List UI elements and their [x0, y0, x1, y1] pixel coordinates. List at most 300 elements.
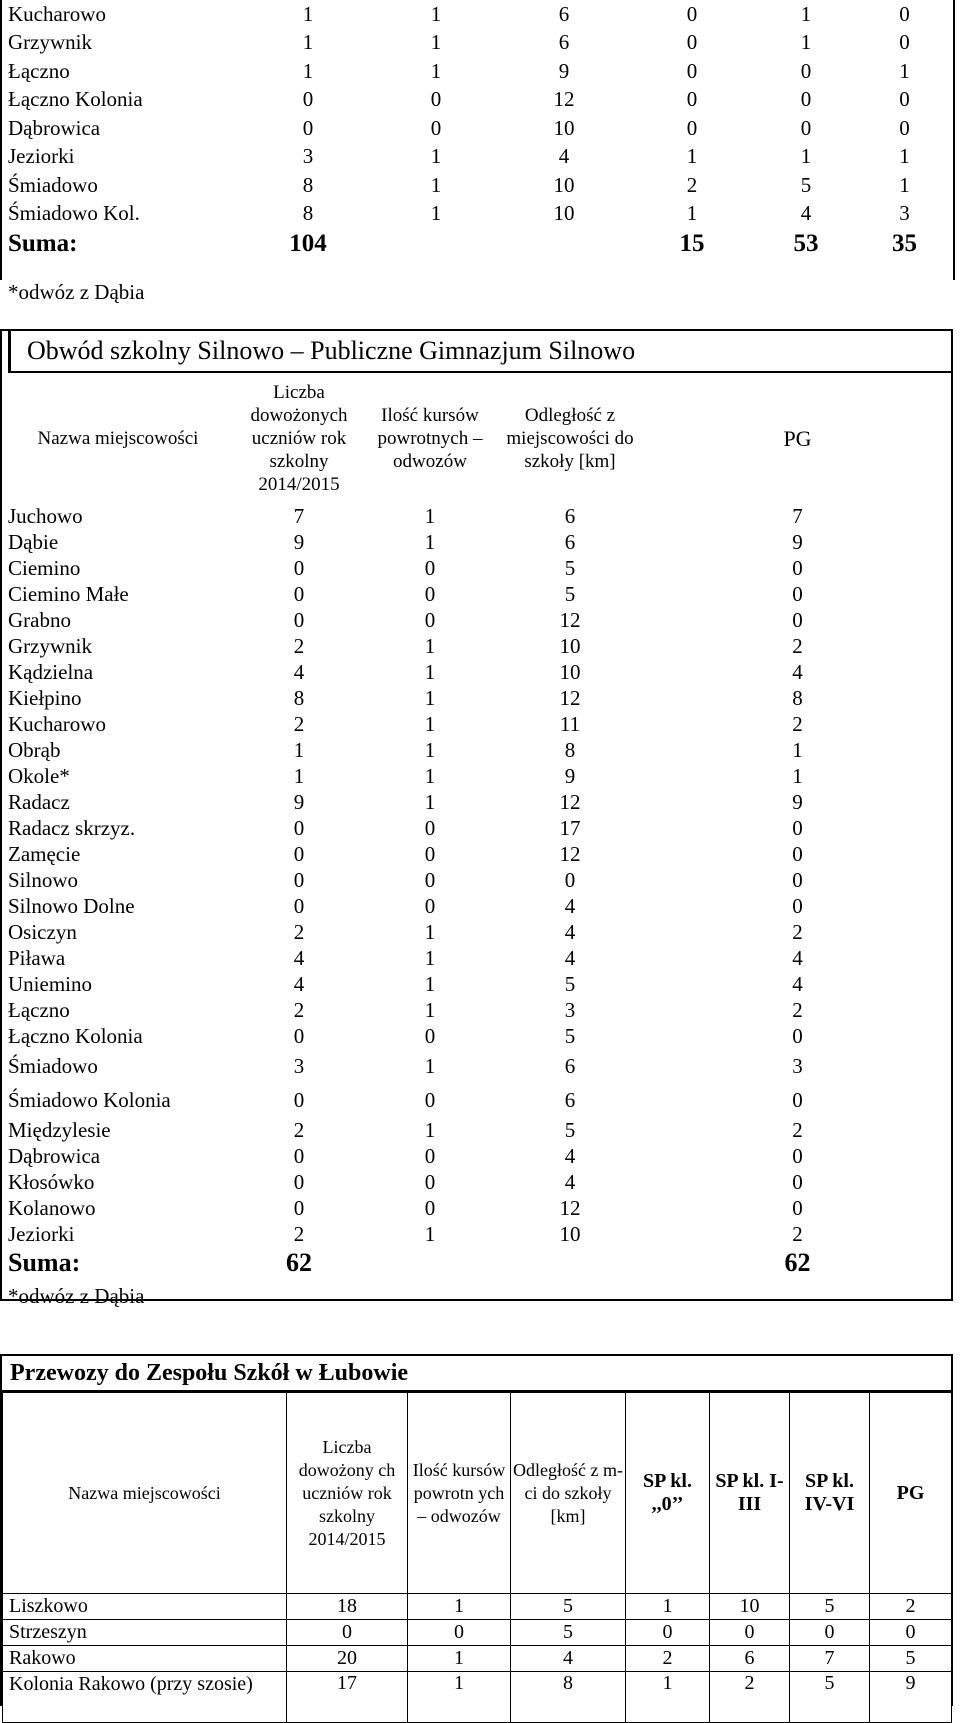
table-row — [2, 919, 951, 945]
value-cell: 8 — [511, 1672, 626, 1723]
value-cell: 0 — [686, 58, 698, 83]
value-cell: 0 — [293, 555, 305, 580]
place-name-cell: Dąbrowica — [8, 115, 101, 140]
place-name-cell: Ciemino — [8, 555, 81, 580]
place-name-cell: Śmiadowo Kol. — [8, 201, 140, 226]
value-cell: 10 — [553, 201, 575, 226]
table-row — [2, 633, 951, 659]
place-name-cell: Jeziorki — [8, 144, 75, 169]
value-cell: 0 — [686, 87, 698, 112]
place-name-cell: Dąbrowica — [8, 1143, 101, 1168]
table-row — [2, 555, 951, 581]
value-cell: 4 — [792, 971, 803, 996]
table-row — [2, 0, 953, 29]
value-cell: 1 — [293, 763, 305, 788]
value-cell: 0 — [424, 1195, 436, 1220]
value-cell: 2 — [293, 997, 305, 1022]
place-name-cell: Łączno Kolonia — [8, 87, 143, 112]
table-row — [2, 945, 951, 971]
value-cell: 1 — [424, 919, 436, 944]
value-cell: 1 — [408, 1646, 511, 1672]
place-name-cell: Kiełpino — [8, 685, 82, 710]
value-cell: 0 — [792, 555, 803, 580]
value-cell: 20 — [287, 1646, 408, 1672]
value-cell: 10 — [559, 633, 581, 658]
value-cell: 9 — [293, 789, 305, 814]
table-row — [2, 711, 951, 737]
value-cell: 0 — [293, 815, 305, 840]
value-cell: 0 — [424, 555, 436, 580]
value-cell: 12 — [559, 841, 581, 866]
value-cell: 0 — [430, 87, 442, 112]
value-cell: 0 — [800, 58, 812, 83]
value-cell: 5 — [870, 1646, 952, 1672]
value-cell: 0 — [293, 1023, 305, 1048]
value-cell: 0 — [424, 581, 436, 606]
value-cell: 0 — [792, 1195, 803, 1220]
value-cell: 0 — [424, 867, 436, 892]
value-cell: 0 — [686, 30, 698, 55]
table-row — [2, 815, 951, 841]
place-name-cell: Jeziorki — [8, 1221, 75, 1246]
header-return-trips: Ilość kursów powrotnych – odwozów — [377, 404, 483, 472]
value-cell: 1 — [424, 633, 436, 658]
table-row — [2, 171, 953, 200]
value-cell: 4 — [564, 893, 576, 918]
value-cell: 9 — [870, 1672, 952, 1723]
value-cell: 8 — [293, 685, 305, 710]
place-name-cell: Kądzielna — [8, 659, 94, 684]
value-cell: 0 — [792, 815, 803, 840]
value-cell: 8 — [792, 685, 803, 710]
place-name-cell: Łączno Kolonia — [8, 1023, 143, 1048]
value-cell: 0 — [686, 115, 698, 140]
value-cell: 0 — [287, 1620, 408, 1646]
value-cell: 4 — [293, 971, 305, 996]
table-row — [2, 1023, 951, 1049]
table-row — [2, 581, 951, 607]
value-cell: 0 — [790, 1620, 870, 1646]
header-sp-kl-4-6: SP kl. IV-VI — [790, 1393, 870, 1594]
value-cell: 10 — [553, 115, 575, 140]
value-cell: 8 — [302, 201, 314, 226]
value-cell: 1 — [424, 997, 436, 1022]
value-cell: 1 — [424, 685, 436, 710]
value-cell: 0 — [424, 1169, 436, 1194]
table-row — [2, 893, 951, 919]
value-cell: 9 — [558, 58, 570, 83]
table-row — [2, 114, 953, 143]
place-name-cell: Radacz skrzyz. — [8, 815, 136, 840]
table-row — [2, 607, 951, 633]
value-cell: 12 — [559, 1195, 581, 1220]
sum-value: 15 — [679, 230, 705, 257]
place-name-cell: Międzylesie — [8, 1117, 111, 1142]
place-name-cell: Grzywnik — [8, 30, 92, 55]
place-name-cell: Uniemino — [8, 971, 92, 996]
sum-label: Suma: — [8, 1248, 81, 1277]
value-cell: 1 — [430, 201, 442, 226]
value-cell: 5 — [511, 1594, 626, 1620]
place-name-cell: Strzeszyn — [3, 1620, 287, 1646]
value-cell: 0 — [424, 1023, 436, 1048]
sum-label: Suma: — [8, 230, 78, 257]
section1-table-container — [0, 0, 955, 280]
place-name-cell: Silnowo Dolne — [8, 893, 135, 918]
place-name-cell: Obrąb — [8, 737, 61, 762]
value-cell: 1 — [430, 58, 442, 83]
value-cell: 1 — [424, 1053, 436, 1078]
value-cell: 0 — [424, 607, 436, 632]
table-row — [2, 86, 953, 115]
table-row — [2, 841, 951, 867]
sum-value: 62 — [286, 1248, 312, 1277]
table-row — [2, 1049, 951, 1083]
section3-header-row — [3, 1393, 952, 1594]
value-cell: 5 — [790, 1672, 870, 1723]
value-cell: 0 — [870, 1620, 952, 1646]
value-cell: 10 — [559, 1221, 581, 1246]
table-row — [2, 763, 951, 789]
value-cell: 0 — [710, 1620, 790, 1646]
section1-table — [2, 0, 953, 260]
value-cell: 1 — [430, 30, 442, 55]
sum-row — [2, 228, 953, 260]
value-cell: 4 — [564, 1143, 576, 1168]
table-row — [3, 1594, 952, 1620]
value-cell: 6 — [564, 529, 576, 554]
table-row — [2, 503, 951, 529]
value-cell: 0 — [424, 1143, 436, 1168]
value-cell: 1 — [424, 659, 436, 684]
value-cell: 1 — [626, 1594, 710, 1620]
value-cell: 1 — [430, 172, 442, 197]
value-cell: 5 — [800, 172, 812, 197]
value-cell: 1 — [899, 172, 910, 197]
place-name-cell: Dąbie — [8, 529, 59, 554]
value-cell: 0 — [686, 1, 698, 26]
header-pupils-count: Liczba dowożonych uczniów rok szkolny 2014/2015 — [250, 381, 348, 495]
value-cell: 1 — [424, 737, 436, 762]
sum-value: 53 — [793, 230, 819, 257]
value-cell: 12 — [559, 607, 581, 632]
sum-row — [2, 1247, 951, 1279]
value-cell: 2 — [293, 1117, 305, 1142]
value-cell: 1 — [424, 1117, 436, 1142]
value-cell: 1 — [899, 144, 910, 169]
value-cell: 1 — [424, 789, 436, 814]
value-cell: 4 — [800, 201, 812, 226]
value-cell: 8 — [302, 172, 314, 197]
value-cell: 0 — [430, 115, 442, 140]
value-cell: 2 — [710, 1672, 790, 1723]
value-cell: 1 — [424, 763, 436, 788]
value-cell: 2 — [792, 633, 803, 658]
value-cell: 0 — [792, 893, 803, 918]
value-cell: 3 — [293, 1053, 305, 1078]
value-cell: 6 — [558, 1, 570, 26]
value-cell: 7 — [792, 503, 803, 528]
value-cell: 0 — [792, 1143, 803, 1168]
table-row — [2, 57, 953, 86]
value-cell: 0 — [293, 867, 305, 892]
table-row — [2, 1083, 951, 1117]
value-cell: 1 — [302, 30, 314, 55]
value-cell: 0 — [792, 581, 803, 606]
table-row — [2, 29, 953, 58]
value-cell: 0 — [424, 841, 436, 866]
value-cell: 0 — [792, 1087, 803, 1112]
value-cell: 1 — [302, 58, 314, 83]
value-cell: 11 — [559, 711, 581, 736]
value-cell: 4 — [293, 659, 305, 684]
value-cell: 1 — [430, 1, 442, 26]
sum-value: 35 — [892, 230, 917, 257]
place-name-cell: Śmiadowo — [8, 1053, 98, 1078]
header-place-name: Nazwa miejscowości — [37, 427, 199, 449]
value-cell: 1 — [686, 144, 698, 169]
table-row — [2, 1117, 951, 1143]
value-cell: 3 — [302, 144, 314, 169]
value-cell: 0 — [424, 815, 436, 840]
value-cell: 18 — [287, 1594, 408, 1620]
value-cell: 0 — [800, 115, 812, 140]
place-name-cell: Grabno — [8, 607, 71, 632]
value-cell: 1 — [686, 201, 698, 226]
value-cell: 1 — [408, 1594, 511, 1620]
value-cell: 4 — [558, 144, 570, 169]
value-cell: 2 — [293, 633, 305, 658]
value-cell: 0 — [293, 1195, 305, 1220]
place-name-cell: Osiczyn — [8, 919, 77, 944]
value-cell: 1 — [800, 1, 812, 26]
place-name-cell: Śmiadowo — [8, 172, 98, 197]
value-cell: 1 — [302, 1, 314, 26]
value-cell: 0 — [293, 1169, 305, 1194]
value-cell: 0 — [293, 1087, 305, 1112]
value-cell: 0 — [792, 1169, 803, 1194]
table-row — [2, 789, 951, 815]
value-cell: 1 — [424, 529, 436, 554]
value-cell: 0 — [293, 893, 305, 918]
place-name-cell: Zamęcie — [8, 841, 81, 866]
value-cell: 0 — [626, 1620, 710, 1646]
section3-table-container — [0, 1354, 953, 1706]
value-cell: 6 — [710, 1646, 790, 1672]
value-cell: 1 — [408, 1672, 511, 1723]
value-cell: 17 — [287, 1672, 408, 1723]
place-name-cell: Kolanowo — [8, 1195, 96, 1220]
value-cell: 0 — [899, 30, 910, 55]
place-name-cell: Silnowo — [8, 867, 79, 892]
value-cell: 0 — [792, 607, 803, 632]
header-distance: Odległość z miejscowości do szkoły [km] — [506, 404, 634, 472]
section2-header-row — [2, 373, 951, 503]
header-pg: PG — [783, 425, 812, 451]
value-cell: 3 — [792, 1053, 803, 1078]
value-cell: 6 — [558, 30, 570, 55]
value-cell: 9 — [792, 529, 803, 554]
place-name-cell: Kucharowo — [8, 711, 106, 736]
value-cell: 1 — [424, 711, 436, 736]
value-cell: 0 — [899, 1, 910, 26]
value-cell: 6 — [564, 1053, 576, 1078]
place-name-cell: Grzywnik — [8, 633, 92, 658]
place-name-cell: Kucharowo — [8, 1, 106, 26]
table-row — [2, 1143, 951, 1169]
header-pupils-count: Liczba dowożony ch uczniów rok szkolny 2014/2015 — [287, 1393, 408, 1594]
place-name-cell: Łączno — [8, 997, 70, 1022]
value-cell: 9 — [792, 789, 803, 814]
value-cell: 12 — [559, 685, 581, 710]
value-cell: 2 — [626, 1646, 710, 1672]
table-row — [3, 1646, 952, 1672]
place-name-cell: Radacz — [8, 789, 70, 814]
value-cell: 0 — [424, 1087, 436, 1112]
value-cell: 2 — [293, 919, 305, 944]
table-row — [2, 971, 951, 997]
value-cell: 1 — [800, 30, 812, 55]
value-cell: 2 — [792, 711, 803, 736]
table-row — [3, 1620, 952, 1646]
place-name-cell: Rakowo — [3, 1646, 287, 1672]
place-name-cell: Juchowo — [8, 503, 83, 528]
value-cell: 2 — [792, 1221, 803, 1246]
value-cell: 4 — [293, 945, 305, 970]
value-cell: 6 — [564, 1087, 576, 1112]
value-cell: 0 — [792, 867, 803, 892]
value-cell: 4 — [564, 919, 576, 944]
value-cell: 2 — [293, 711, 305, 736]
value-cell: 4 — [792, 659, 803, 684]
value-cell: 1 — [899, 58, 910, 83]
value-cell: 12 — [559, 789, 581, 814]
value-cell: 3 — [899, 201, 910, 226]
value-cell: 2 — [792, 997, 803, 1022]
value-cell: 0 — [800, 87, 812, 112]
header-return-trips: Ilość kursów powrotn ych – odwozów — [408, 1393, 511, 1594]
place-name-cell: Ciemino Małe — [8, 581, 129, 606]
section1-footnote: *odwóz z Dąbia — [8, 280, 145, 304]
value-cell: 1 — [430, 144, 442, 169]
value-cell: 1 — [424, 945, 436, 970]
value-cell: 5 — [564, 555, 576, 580]
value-cell: 9 — [564, 763, 576, 788]
value-cell: 9 — [293, 529, 305, 554]
value-cell: 0 — [302, 115, 314, 140]
value-cell: 5 — [564, 971, 576, 996]
table-row — [2, 1221, 951, 1247]
sum-value — [372, 228, 500, 260]
table-row — [2, 1195, 951, 1221]
value-cell: 17 — [559, 815, 581, 840]
value-cell: 6 — [564, 503, 576, 528]
table-row — [2, 737, 951, 763]
value-cell: 1 — [800, 144, 812, 169]
value-cell: 0 — [302, 87, 314, 112]
value-cell: 4 — [564, 1169, 576, 1194]
header-pg: PG — [870, 1393, 952, 1594]
place-name-cell: Kłosówko — [8, 1169, 95, 1194]
sum-value — [364, 1247, 496, 1279]
section2-title: Obwód szkolny Silnowo – Publiczne Gimnazjum Silnowo — [8, 331, 951, 373]
value-cell: 5 — [564, 1023, 576, 1048]
value-cell: 4 — [792, 945, 803, 970]
value-cell: 5 — [564, 581, 576, 606]
table-row — [2, 143, 953, 172]
value-cell: 10 — [710, 1594, 790, 1620]
value-cell: 0 — [408, 1620, 511, 1646]
value-cell: 0 — [564, 867, 576, 892]
value-cell: 4 — [511, 1646, 626, 1672]
section3-table — [2, 1392, 952, 1723]
value-cell: 0 — [899, 115, 910, 140]
value-cell: 1 — [424, 1221, 436, 1246]
value-cell: 0 — [792, 841, 803, 866]
value-cell: 0 — [293, 581, 305, 606]
value-cell: 3 — [564, 997, 576, 1022]
table-row — [2, 659, 951, 685]
value-cell: 2 — [792, 919, 803, 944]
table-row — [2, 1169, 951, 1195]
value-cell: 5 — [790, 1594, 870, 1620]
section2-table-container — [0, 329, 953, 1308]
sum-value: 104 — [289, 230, 327, 257]
value-cell: 1 — [293, 737, 305, 762]
value-cell: 0 — [792, 1023, 803, 1048]
value-cell: 0 — [424, 893, 436, 918]
section2-table — [2, 373, 951, 1279]
value-cell: 0 — [293, 841, 305, 866]
value-cell: 12 — [553, 87, 575, 112]
value-cell: 2 — [792, 1117, 803, 1142]
table-row — [2, 997, 951, 1023]
table-row — [3, 1672, 952, 1723]
place-name-cell: Kolonia Rakowo (przy szosie) — [3, 1672, 287, 1723]
place-name-cell: Łączno — [8, 58, 70, 83]
value-cell: 2 — [870, 1594, 952, 1620]
header-distance: Odległość z m-ci do szkoły [km] — [511, 1393, 626, 1594]
sum-value: 62 — [784, 1248, 811, 1277]
value-cell: 1 — [792, 737, 803, 762]
place-name-cell: Śmiadowo Kolonia — [8, 1087, 171, 1112]
value-cell: 1 — [792, 763, 803, 788]
table-row — [2, 685, 951, 711]
header-place-name: Nazwa miejscowości — [3, 1393, 287, 1594]
value-cell: 1 — [626, 1672, 710, 1723]
section2-footnote: *odwóz z Dąbia — [8, 1284, 145, 1308]
value-cell: 5 — [564, 1117, 576, 1142]
value-cell: 0 — [899, 87, 910, 112]
value-cell: 4 — [564, 945, 576, 970]
sum-value — [496, 1247, 644, 1279]
place-name-cell: Okole* — [8, 763, 70, 788]
section3-title: Przewozy do Zespołu Szkół w Łubowie — [2, 1356, 951, 1392]
value-cell: 5 — [511, 1620, 626, 1646]
sum-value — [500, 228, 628, 260]
value-cell: 10 — [559, 659, 581, 684]
value-cell: 7 — [790, 1646, 870, 1672]
header-sp-kl-0: SP kl. ,,0’’ — [626, 1393, 710, 1594]
value-cell: 0 — [293, 1143, 305, 1168]
value-cell: 0 — [293, 607, 305, 632]
value-cell: 1 — [424, 503, 436, 528]
value-cell: 1 — [424, 971, 436, 996]
value-cell: 2 — [293, 1221, 305, 1246]
place-name-cell: Liszkowo — [3, 1594, 287, 1620]
header-sp-kl-1-3: SP kl. I-III — [710, 1393, 790, 1594]
table-row — [2, 200, 953, 229]
